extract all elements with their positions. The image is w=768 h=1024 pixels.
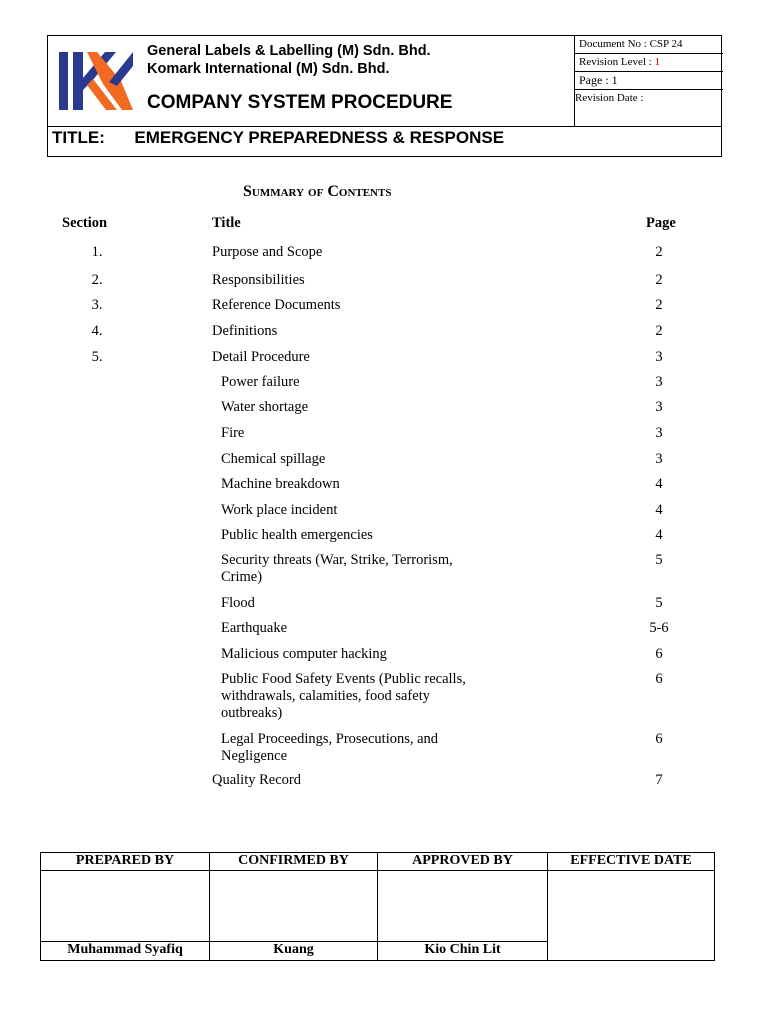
contents-row-page: 2	[655, 244, 663, 260]
contents-row-page: 3	[655, 399, 663, 415]
company-name-2: Komark International (M) Sdn. Bhd.	[147, 61, 390, 77]
approved-by-label: APPROVED BY	[412, 853, 513, 868]
title-value: EMERGENCY PREPAREDNESS & RESPONSE	[134, 128, 505, 147]
col-section-header: Section	[62, 215, 108, 231]
contents-row-title: Legal Proceedings, Prosecutions, and Negligence	[221, 731, 439, 764]
contents-row-page: 6	[655, 671, 663, 687]
document-title	[52, 127, 712, 157]
contents-row-title: Public health emergencies	[221, 527, 373, 543]
contents-row-section: 5.	[91, 349, 103, 365]
contents-row-title: Responsibilities	[212, 272, 305, 288]
revision-date: Revision Date :	[575, 92, 644, 104]
contents-row-section: 1.	[91, 244, 103, 260]
contents-row-page: 4	[655, 476, 663, 492]
contents-row-title: Definitions	[212, 323, 278, 339]
contents-row-section: 2.	[91, 272, 103, 288]
document-header	[47, 35, 722, 157]
contents-row-page: 5	[655, 552, 663, 568]
contents-row-title: Public Food Safety Events (Public recalls, withdrawals, calamities, food safety outbreaks)	[221, 671, 466, 721]
contents-row-title: Detail Procedure	[212, 349, 310, 365]
prepared-by-name: Muhammad Syafiq	[67, 942, 183, 957]
contents-row-page: 3	[655, 451, 663, 467]
contents-row-page: 6	[655, 731, 663, 747]
contents-row-title: Machine breakdown	[221, 476, 340, 492]
contents-row-title: Quality Record	[212, 772, 301, 788]
contents-row-page: 2	[655, 323, 663, 339]
contents-heading: Summary of Contents	[243, 183, 392, 200]
contents-row-page: 4	[655, 502, 663, 518]
col-page-header: Page	[646, 215, 676, 231]
contents-row-page: 5	[655, 595, 663, 611]
confirmed-by-name: Kuang	[273, 942, 314, 957]
company-logo	[59, 52, 133, 110]
revision-level: Revision Level : 1	[575, 54, 723, 72]
contents-row-title: Security threats (War, Strike, Terrorism, Crime)	[221, 552, 453, 585]
contents-row-page: 3	[655, 374, 663, 390]
contents-row-page: 7	[655, 772, 663, 788]
contents-row-title: Power failure	[221, 374, 300, 390]
signature-table	[40, 852, 715, 961]
contents-row-title: Reference Documents	[212, 297, 341, 313]
contents-row-title: Purpose and Scope	[212, 244, 323, 260]
contents-row-title: Fire	[221, 425, 245, 441]
contents-row-section: 4.	[91, 323, 103, 339]
company-name-1: General Labels & Labelling (M) Sdn. Bhd.	[147, 43, 431, 59]
procedure-type: COMPANY SYSTEM PROCEDURE	[147, 92, 453, 113]
contents-row-page: 6	[655, 646, 663, 662]
col-title-header: Title	[212, 215, 241, 231]
contents-row-page: 5-6	[649, 620, 669, 636]
contents-row-title: Earthquake	[221, 620, 288, 636]
contents-row-page: 4	[655, 527, 663, 543]
confirmed-by-label: CONFIRMED BY	[238, 853, 349, 868]
prepared-by-label: PREPARED BY	[75, 853, 175, 868]
document-no: Document No : CSP 24	[575, 36, 723, 54]
effective-date-label: EFFECTIVE DATE	[570, 853, 692, 868]
contents-row-title: Flood	[221, 595, 255, 611]
contents-row-title: Water shortage	[221, 399, 308, 415]
contents-row-page: 2	[655, 272, 663, 288]
page-number: Page : 1	[575, 72, 723, 90]
contents-row-title: Chemical spillage	[221, 451, 326, 467]
contents-row-section: 3.	[91, 297, 103, 313]
contents-row-page: 3	[655, 425, 663, 441]
title-label: TITLE:	[52, 128, 105, 147]
contents-row-title: Work place incident	[221, 502, 338, 518]
contents-row-page: 3	[655, 349, 663, 365]
contents-row-title: Malicious computer hacking	[221, 646, 387, 662]
approved-by-name: Kio Chin Lit	[424, 942, 501, 957]
contents-row-page: 2	[655, 297, 663, 313]
